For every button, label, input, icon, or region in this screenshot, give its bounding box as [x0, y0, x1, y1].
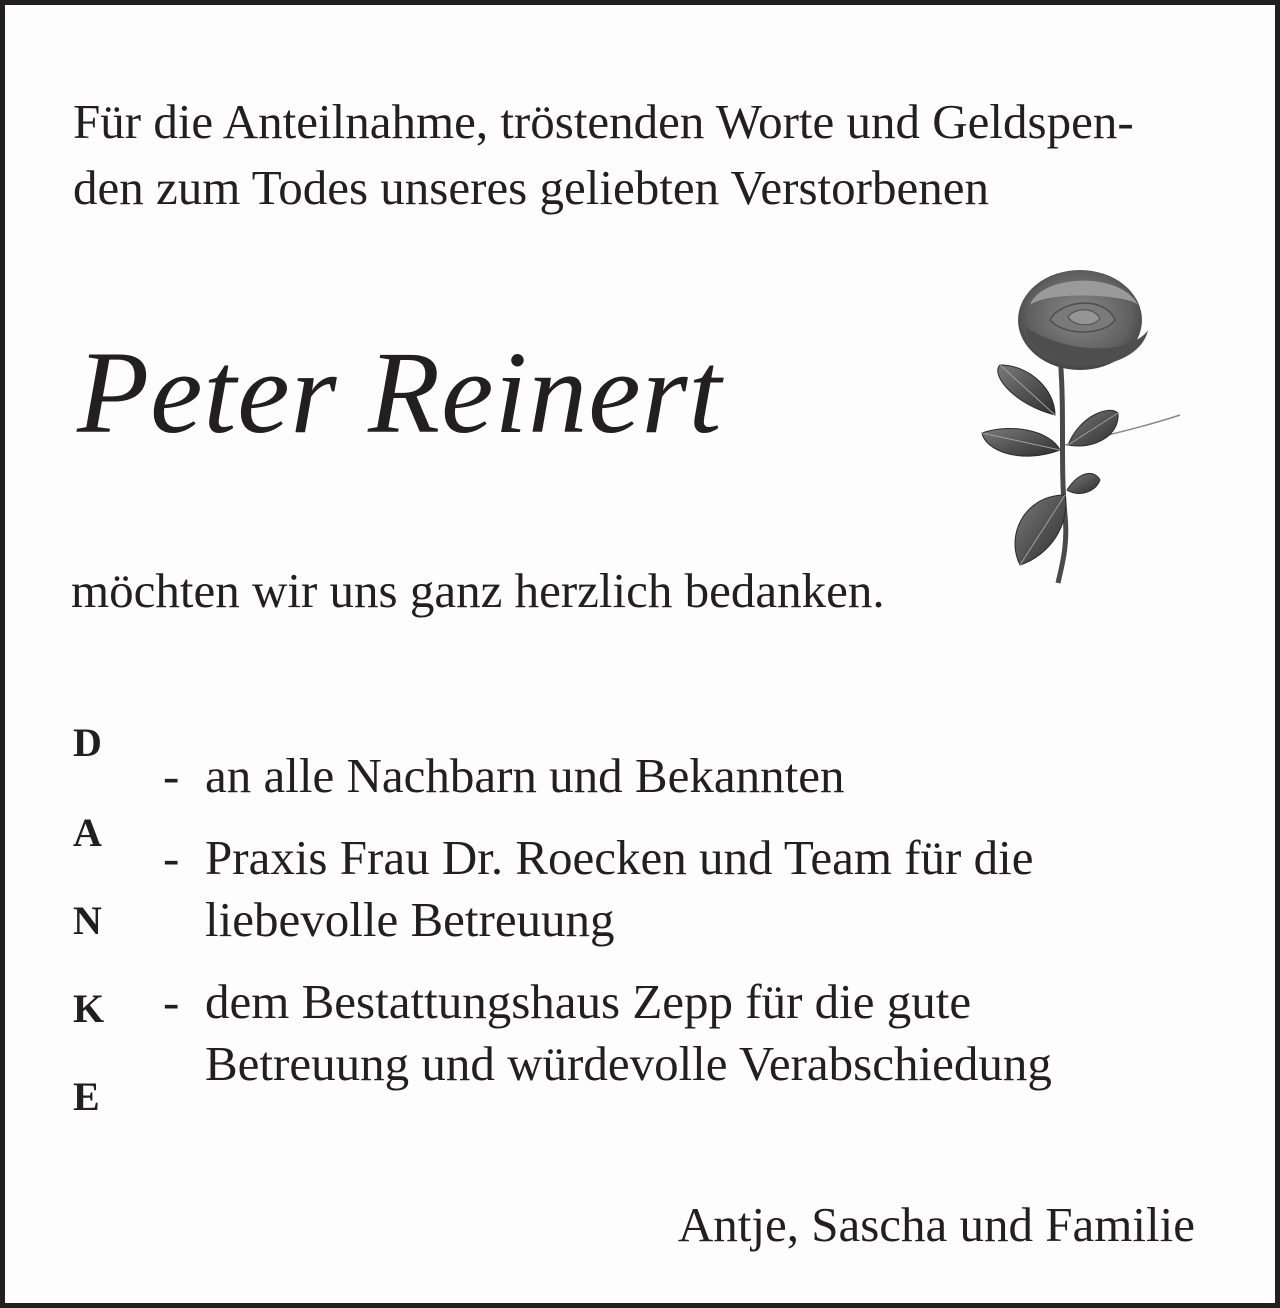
- intro-line-1: Für die Anteilnahme, tröstenden Worte und Geldspen-: [73, 94, 1134, 149]
- danke-letter-k: K: [73, 986, 105, 1031]
- list-item-line: an alle Nachbarn und Bekannten: [205, 748, 845, 803]
- danke-letter-d: D: [73, 720, 102, 765]
- list-dash: -: [163, 974, 180, 1029]
- thanks-line: möchten wir uns ganz herzlich bedanken.: [71, 563, 885, 618]
- signature: Antje, Sascha und Familie: [677, 1197, 1195, 1252]
- intro-text: [73, 89, 1233, 221]
- list-dash: -: [163, 748, 180, 803]
- deceased-name: Peter Reinert: [77, 327, 723, 458]
- intro-line-2: den zum Todes unseres geliebten Verstorbenen: [73, 160, 989, 215]
- list-item: [163, 827, 1223, 951]
- list-item-line: Praxis Frau Dr. Roecken und Team für die: [205, 830, 1034, 885]
- danke-letter-n: N: [73, 898, 102, 943]
- list-item-line: Betreuung und würdevolle Verabschiedung: [205, 1036, 1052, 1091]
- danke-letter-e: E: [73, 1074, 100, 1119]
- thanks-list: [163, 745, 1223, 1099]
- list-item-line: dem Bestattungshaus Zepp für die gute: [205, 974, 972, 1029]
- list-item-line: liebevolle Betreuung: [205, 892, 615, 947]
- list-item: [163, 971, 1223, 1095]
- list-item: [163, 745, 1223, 807]
- danke-letter-a: A: [73, 810, 102, 855]
- list-dash: -: [163, 830, 180, 885]
- rose-icon: [970, 265, 1210, 590]
